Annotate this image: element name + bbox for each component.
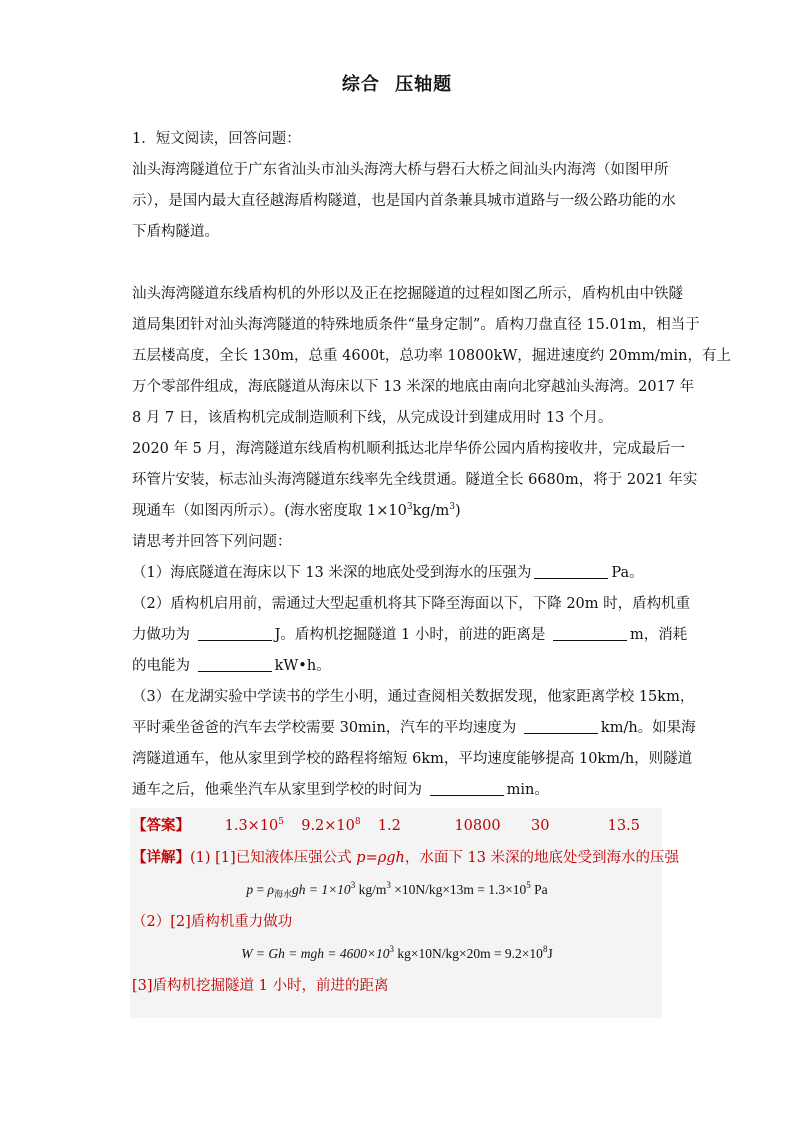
title-part2: 压轴题 — [395, 74, 453, 95]
pressure-formula: p=ρgh — [356, 850, 405, 866]
detail-line-1: 【详解】(1) [1]已知液体压强公式 p=ρgh，水面下 13 米深的地底处受到海水的压强 — [132, 849, 680, 866]
sub-question-1: （1）海底隧道在海床以下 13 米深的地底处受到海水的压强为 Pa。 — [132, 558, 664, 589]
answer-value: $9.2\times 10^8$ — [301, 817, 361, 834]
sub-question-2-cont: 的电能为 kW•h。 — [132, 651, 664, 682]
answer-blank[interactable] — [534, 561, 608, 579]
sub-question-3-cont: 湾隧道通车，他从家里到学校的路程将缩短 6km，平均速度能够提高 10km/h，则隧道 — [132, 751, 693, 767]
question-line: 下盾构隧道。 — [132, 224, 219, 240]
question-line: 汕头海湾隧道位于广东省汕头市汕头海湾大桥与礐石大桥之间汕头内海湾（如图甲所 — [132, 162, 669, 178]
detail-line-2: （2）[2]盾构机重力做功 — [132, 914, 293, 930]
answer-value: 1.2 — [377, 818, 401, 834]
question-body — [132, 124, 731, 806]
question-line: 8 月 7 日，该盾构机完成制造顺利下线，从完成设计到建成用时 13 个月。 — [132, 410, 613, 426]
answer-label: 【答案】 — [132, 817, 190, 834]
answer-blank[interactable] — [198, 654, 272, 672]
question-line: 汕头海湾隧道东线盾构机的外形以及正在挖掘隧道的过程如图乙所示，盾构机由中铁隧 — [132, 286, 683, 302]
formula-work: W = Gh = mgh = $4600\times 10^3$ $kg\times 10N/kg\times 20m = 9.2\times 10^8J$ — [241, 944, 553, 961]
sub-question-3: （3）在龙湖实验中学读书的学生小明，通过查阅相关数据发现，他家距离学校 15km， — [132, 689, 695, 705]
sub-question-2-cont: 力做功为 J。盾构机挖掘隧道 1 小时，前进的距离是 m，消耗 — [132, 620, 664, 651]
answer-blank[interactable] — [553, 623, 627, 641]
page-title — [0, 70, 794, 96]
question-line: 1．短文阅读，回答问题： — [132, 131, 301, 147]
detail-line-3: [3]盾构机挖掘隧道 1 小时，前进的距离 — [132, 978, 389, 994]
question-line: 环管片安装，标志汕头海湾隧道东线率先全线贯通。隧道全长 6680m，将于 2021 年实 — [132, 472, 698, 488]
answer-value: 13.5 — [607, 818, 640, 834]
question-line: 万个零部件组成，海底隧道从海床以下 13 米深的地底由南向北穿越汕头海湾。2017 年 — [132, 379, 695, 395]
answer-blank[interactable] — [524, 716, 598, 734]
answer-value: 30 — [531, 818, 550, 834]
answer-value: $1.3\times 10^5$ — [224, 817, 285, 834]
detail-label: 【详解】 — [132, 849, 190, 866]
question-line: 2020 年 5 月，海湾隧道东线盾构机顺利抵达北岸华侨公园内盾构接收井，完成最后一 — [132, 441, 685, 457]
question-line: 示），是国内最大直径越海盾构隧道，也是国内首条兼具城市道路与一级公路功能的水 — [132, 193, 676, 209]
title-part1: 综合 — [341, 74, 380, 95]
answer-blank[interactable] — [198, 623, 272, 641]
density-line: 现通车（如图丙所示）。(海水密度取 $1\times 10^3kg/m^3$) — [132, 502, 461, 519]
answer-blank[interactable] — [430, 778, 504, 796]
prompt-line: 请思考并回答下列问题： — [132, 534, 292, 550]
paragraph-gap — [132, 248, 664, 279]
formula-pressure: $p = \rho_{海水}gh = 1\times 10^3$ $kg/m^3 \times 10N/kg\times 13m = 1.3\times 10^5$ Pa — [246, 880, 548, 899]
question-line: 道局集团针对汕头海湾隧道的特殊地质条件“量身定制”。盾构刀盘直径 15.01m，相当于 — [132, 317, 700, 333]
sub-question-3-cont: 平时乘坐爸爸的汽车去学校需要 30min，汽车的平均速度为 km/h。如果海 — [132, 713, 664, 744]
answer-value: 10800 — [454, 818, 501, 834]
question-line: 五层楼高度，全长 130m，总重 4600t，总功率 10800kW，掘进速度约 20mm/min，有上 — [132, 348, 731, 364]
solution-detail — [132, 842, 680, 1002]
sub-question-3-cont: 通车之后，他乘坐汽车从家里到学校的时间为 min。 — [132, 775, 664, 806]
answer-row — [132, 812, 680, 840]
sub-question-2: （2）盾构机启用前，需通过大型起重机将其下降至海面以下，下降 20m 时，盾构机重 — [132, 596, 691, 612]
